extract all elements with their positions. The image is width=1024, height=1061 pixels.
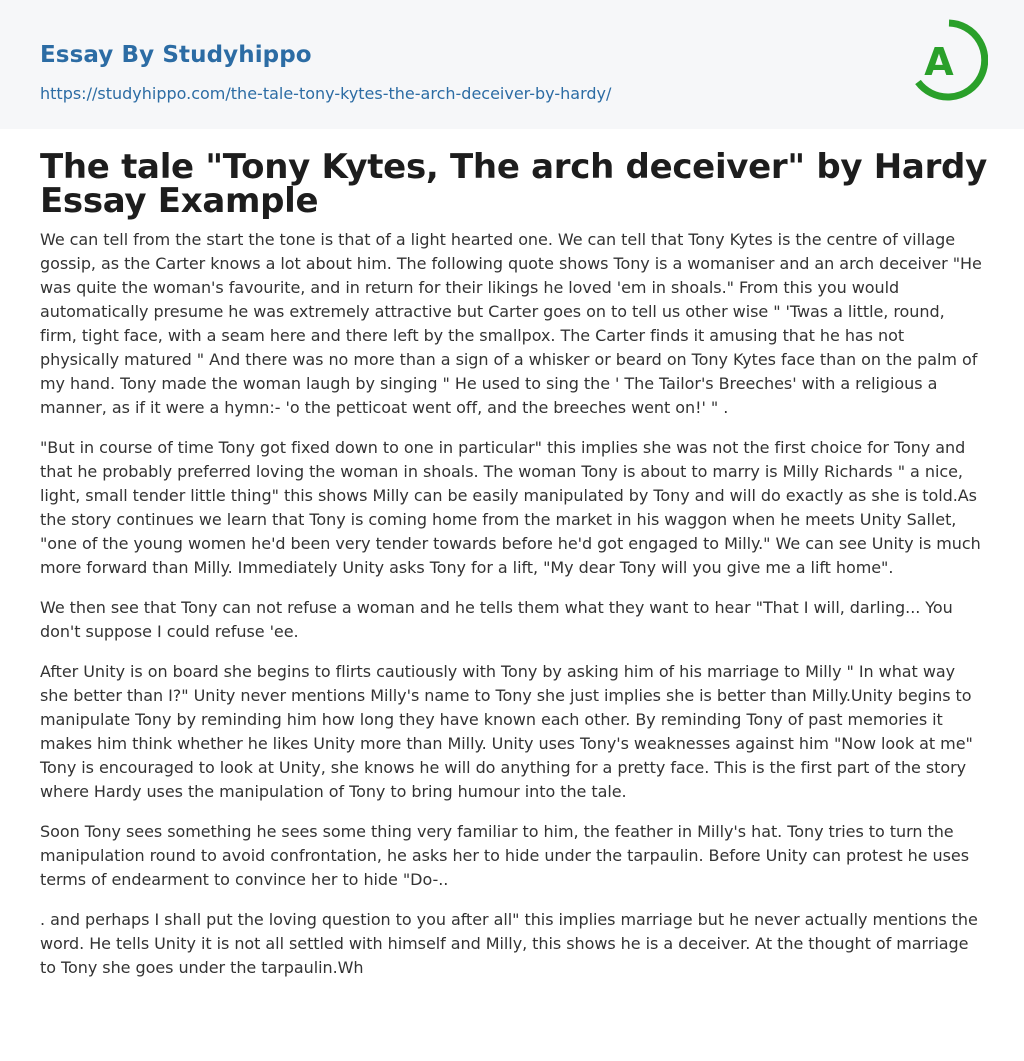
studyhippo-logo-icon[interactable] [910,18,988,106]
site-header [0,0,1024,129]
essay-paragraph: We can tell from the start the tone is that of a light hearted one. We can tell that Tony Kytes is the centre of village gossip, as the Carter knows a lot about him. The following quote shows Tony is a womaniser and an arch deceiver "He was quite the woman's favourite, and in return for their likings he loved 'em in shoals." From this you would automatically presume he was extremely attractive but Carter goes on to tell us other wise " 'Twas a little, round, firm, tight face, with a seam here and there left by the smallpox. The Carter finds it amusing that he has not physically matured " And there was no more than a sign of a whisker or beard on Tony Kytes face than on the palm of my hand. Tony made the woman laugh by singing " He used to sing the ' The Tailor's Breeches' with a religious a manner, as if it were a hymn:- 'o the petticoat went off, and the breeches went on!' " . [40,230,982,417]
essay-paragraph: Soon Tony sees something he sees some thing very familiar to him, the feather in Milly's hat. Tony tries to turn the manipulation round to avoid confrontation, he asks her to hide under the tarpaulin. Before Unity can protest he uses terms of endearment to convince her to hide "Do-.. [40,822,969,889]
essay-url-link[interactable]: https://studyhippo.com/the-tale-tony-kytes-the-arch-deceiver-by-hardy/ [40,84,612,103]
essay-paragraph: We then see that Tony can not refuse a woman and he tells them what they want to hear "That I will, darling... You don't suppose I could refuse 'ee. [40,598,953,641]
logo-letter: A [924,40,954,84]
essay-paragraph: "But in course of time Tony got fixed down to one in particular" this implies she was not the first choice for Tony and that he probably preferred loving the woman in shoals. The woman Tony is about to marry is Milly Richards " a nice, light, small tender little thing" this shows Milly can be easily manipulated by Tony and will do exactly as she is told.As the story continues we learn that Tony is coming home from the market in his waggon when he meets Unity Sallet, "one of the young women he'd been very tender towards before he'd got engaged to Milly." We can see Unity is much more forward than Milly. Immediately Unity asks Tony for a lift, "My dear Tony will you give me a lift home". [40,438,981,577]
essay-paragraph: After Unity is on board she begins to flirts cautiously with Tony by asking him of his marriage to Milly " In what way she better than I?" Unity never mentions Milly's name to Tony she just implies she is better than Milly.Unity begins to manipulate Tony by reminding him how long they have known each other. By reminding Tony of past memories it makes him think whether he likes Unity more than Milly. Unity uses Tony's weaknesses against him "Now look at me" Tony is encouraged to look at Unity, she knows he will do anything for a pretty face. This is the first part of the story where Hardy uses the manipulation of Tony to bring humour into the tale. [40,662,973,801]
essay-title: The tale "Tony Kytes, The arch deceiver" by Hardy Essay Example [40,147,987,221]
site-brand[interactable]: Essay By Studyhippo [40,42,312,68]
essay-body [40,228,985,996]
essay-paragraph: . and perhaps I shall put the loving question to you after all" this implies marriage but he never actually mentions the word. He tells Unity it is not all settled with himself and Milly, this shows he is a deceiver. At the thought of marriage to Tony she goes under the tarpaulin.Wh [40,910,978,977]
